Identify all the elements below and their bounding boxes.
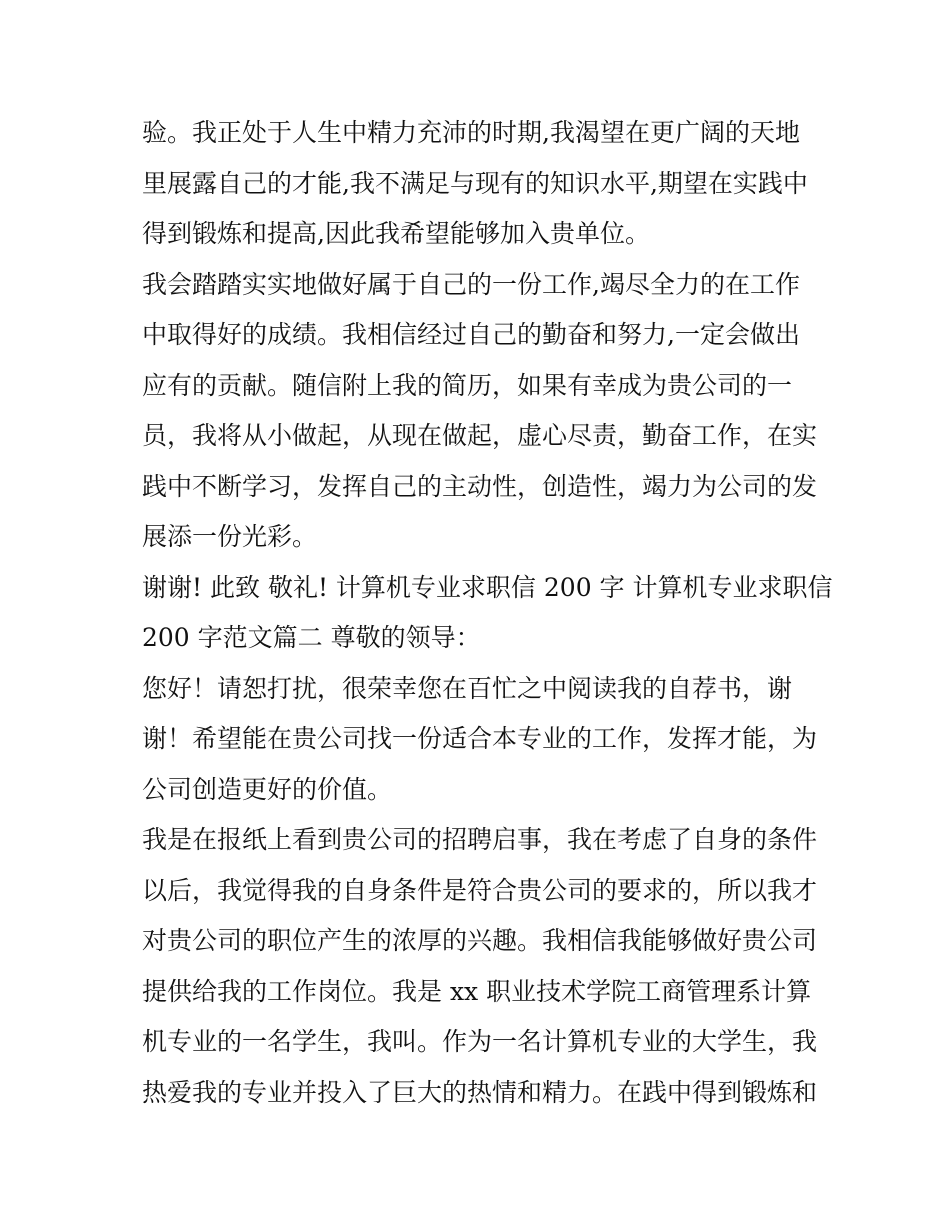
- text-line-16: 以后，我觉得我的自身条件是符合贵公司的要求的，所以我才: [142, 875, 818, 905]
- text-line-3: 得到锻炼和提高,因此我希望能够加入贵单位。: [142, 219, 650, 248]
- text-line-14: 公司创造更好的价值。: [142, 774, 393, 804]
- text-line-6: 应有的贡献。随信附上我的简历，如果有幸成为贵公司的一: [142, 370, 793, 400]
- text-line-13: 谢！希望能在贵公司找一份适合本专业的工作，发挥才能，为: [142, 724, 818, 753]
- text-line-5: 中取得好的成绩。我相信经过自己的勤奋和努力,一定会做出: [142, 320, 800, 349]
- text-line-18: 提供给我的工作岗位。我是 xx 职业技术学院工商管理系计算: [142, 976, 812, 1006]
- text-line-4: 我会踏踏实实地做好属于自己的一份工作,竭尽全力的在工作: [142, 269, 800, 299]
- text-line-15: 我是在报纸上看到贵公司的招聘启事，我在考虑了自身的条件: [142, 825, 818, 854]
- text-line-9: 展添一份光彩。: [142, 522, 318, 551]
- text-line-8: 践中不断学习，发挥自己的主动性，创造性，竭力为公司的发: [142, 471, 818, 501]
- text-line-2: 里展露自己的才能,我不满足与现有的知识水平,期望在实践中: [142, 168, 808, 198]
- text-line-12: 您好！请恕打扰，很荣幸您在百忙之中阅读我的自荐书，谢: [142, 673, 793, 703]
- text-line-7: 员，我将从小做起，从现在做起，虚心尽责，勤奋工作，在实: [142, 421, 818, 450]
- text-line-19: 机专业的一名学生，我叫。作为一名计算机专业的大学生，我: [142, 1027, 818, 1056]
- body-text: [142, 108, 833, 1118]
- text-line-11: 200 字范文篇二 尊敬的领导：: [142, 623, 481, 652]
- text-line-10: 谢谢! 此致 敬礼! 计算机专业求职信 200 字 计算机专业求职信: [142, 572, 833, 602]
- text-line-17: 对贵公司的职位产生的浓厚的兴趣。我相信我能够做好贵公司: [142, 926, 818, 955]
- text-line-1: 验。我正处于人生中精力充沛的时期,我渴望在更广阔的天地: [142, 118, 800, 147]
- text-line-20: 热爱我的专业并投入了巨大的热情和精力。在践中得到锻炼和: [142, 1077, 818, 1107]
